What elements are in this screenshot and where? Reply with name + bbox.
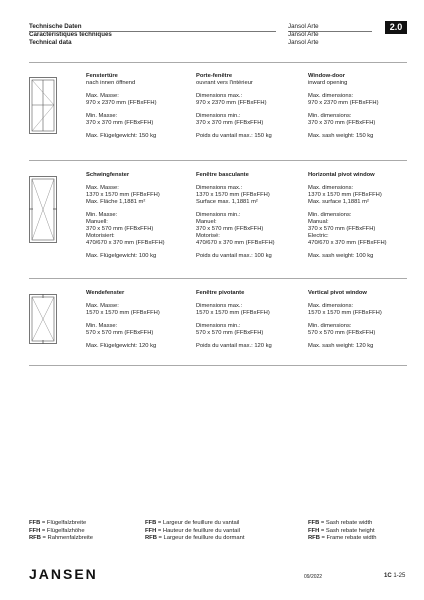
line: 470/670 x 370 mm (FFBxFFH) <box>196 240 275 246</box>
header-divider-left <box>29 31 276 32</box>
line: 570 x 570 mm (FFBxFFH) <box>86 330 154 336</box>
legend-abbr: FFH <box>308 527 320 534</box>
line: Fenstertüre <box>86 73 118 79</box>
legend-text: = Flügelfalzhöhe <box>41 527 85 534</box>
section2-en <box>308 172 408 260</box>
line: Max. Masse: <box>86 185 119 191</box>
footer-date: 09/2022 <box>304 574 323 580</box>
line: Max. Flügelgewicht: 120 kg <box>86 343 157 349</box>
line: 970 x 2370 mm (FFBxFFH) <box>196 100 267 106</box>
line: Max. Flügelgewicht: 100 kg <box>86 253 157 259</box>
line: Manuell: <box>86 219 108 225</box>
line: ouvrant vers l'intérieur <box>196 80 253 86</box>
line: Manual: <box>308 219 329 225</box>
legend-abbr: FFH <box>29 527 41 534</box>
line: Dimensions min.: <box>196 323 241 329</box>
line: Max. dimensions: <box>308 303 354 309</box>
legend-text: = Rahmenfalzbreite <box>42 535 93 542</box>
legend-text: = Sash rebate width <box>320 520 373 526</box>
line: Max. sash weight: 150 kg <box>308 133 374 139</box>
section-badge: 2.0 <box>385 21 407 34</box>
line: 370 x 370 mm (FFBxFFH) <box>86 120 154 126</box>
line: Dimensions max.: <box>196 93 243 99</box>
line: Vertical pivot window <box>308 290 367 296</box>
page-chapter: 1C <box>384 573 392 579</box>
line: Dimensions max.: <box>196 185 243 191</box>
legend-abbr: RFB <box>145 535 157 542</box>
legend-en <box>308 520 376 543</box>
line: Min. Masse: <box>86 212 118 218</box>
legend-text: = Frame rebate width <box>321 535 377 542</box>
line: 370 x 570 mm (FFBxFFH) <box>308 226 376 232</box>
section1-de <box>86 73 190 140</box>
section-rule <box>29 365 407 366</box>
horizontal-pivot-window-diagram <box>29 176 57 243</box>
jansen-logo: JANSEN <box>29 566 98 582</box>
legend-text: = Flügelfalzbreite <box>41 520 87 526</box>
line: 1570 x 1570 mm (FFBxFFH) <box>86 310 160 316</box>
line: Max. Masse: <box>86 93 119 99</box>
legend-abbr: RFB <box>29 535 41 542</box>
line: 970 x 2370 mm (FFBxFFH) <box>308 100 379 106</box>
line: Max. Masse: <box>86 303 119 309</box>
page-index: 1-25 <box>393 573 406 579</box>
line: Poids du vantail max.: 120 kg <box>196 343 272 349</box>
section1-en <box>308 73 408 140</box>
line: Poids du vantail max.: 150 kg <box>196 133 272 139</box>
header-product-de: Jansol Arte <box>288 23 319 30</box>
line: 370 x 570 mm (FFBxFFH) <box>86 226 154 232</box>
line: inward opening <box>308 80 348 86</box>
line: Fenêtre basculante <box>196 172 249 178</box>
line: 1370 x 1570 mm (FFBxFFH) <box>308 192 382 198</box>
page-number <box>384 573 405 579</box>
line: Wendefenster <box>86 290 125 296</box>
legend-text: = Largeur de feuillure du dormant <box>158 535 245 542</box>
legend-abbr: FFB <box>308 520 320 526</box>
line: Dimensions max.: <box>196 303 243 309</box>
section-rule <box>29 278 407 279</box>
line: Manuel: <box>196 219 217 225</box>
line: Poids du vantail max.: 100 kg <box>196 253 272 259</box>
line: 1370 x 1570 mm (FFBxFFH) <box>86 192 160 198</box>
line: Max. dimensions: <box>308 185 354 191</box>
vertical-pivot-window-diagram <box>29 294 57 344</box>
line: Max. sash weight: 100 kg <box>308 253 374 259</box>
legend-text: = Largeur de feuillure du vantail <box>157 520 240 526</box>
header-title-fr: Caractéristiques techniques <box>29 31 112 38</box>
line: Min. dimensions: <box>308 113 352 119</box>
line: 370 x 370 mm (FFBxFFH) <box>196 120 264 126</box>
line: 1570 x 1570 mm (FFBxFFH) <box>196 310 270 316</box>
section3-fr <box>196 290 304 350</box>
line: Horizontal pivot window <box>308 172 375 178</box>
section2-fr <box>196 172 304 260</box>
line: 370 x 370 mm (FFBxFFH) <box>308 120 376 126</box>
line: Electric: <box>308 233 329 239</box>
line: Min. dimensions: <box>308 323 352 329</box>
line: 570 x 570 mm (FFBxFFH) <box>196 330 264 336</box>
line: Fenêtre pivotante <box>196 290 245 296</box>
legend-text: = Sash rebate height <box>320 527 375 534</box>
line: Max. sash weight: 120 kg <box>308 343 374 349</box>
line: Porte-fenêtre <box>196 73 233 79</box>
section3-de <box>86 290 190 350</box>
header-left <box>29 23 112 47</box>
legend-de <box>29 520 93 543</box>
header-title-en: Technical data <box>29 39 72 46</box>
section3-en <box>308 290 408 350</box>
line: 1570 x 1570 mm (FFBxFFH) <box>308 310 382 316</box>
legend-abbr: RFB <box>308 535 320 542</box>
header-product-en: Jansol Arte <box>288 39 319 46</box>
line: Max. dimensions: <box>308 93 354 99</box>
line: Min. dimensions: <box>308 212 352 218</box>
line: nach innen öffnend <box>86 80 136 86</box>
line: 1370 x 1570 mm (FFBxFFH) <box>196 192 270 198</box>
legend-abbr: FFH <box>145 527 157 534</box>
line: 370 x 570 mm (FFBxFFH) <box>196 226 264 232</box>
line: Motorisé: <box>196 233 220 239</box>
header-product-fr: Jansol Arte <box>288 31 319 38</box>
line: 470/670 x 370 mm (FFBxFFH) <box>308 240 387 246</box>
line: Min. Masse: <box>86 113 118 119</box>
line: Max. Flügelgewicht: 150 kg <box>86 133 157 139</box>
line: Max. Fläche 1,1881 m² <box>86 199 146 205</box>
line: 570 x 570 mm (FFBxFFH) <box>308 330 376 336</box>
legend-fr <box>145 520 244 543</box>
legend-text: = Hauteur de feuillure du vantail <box>157 527 240 534</box>
section2-de <box>86 172 190 260</box>
section1-fr <box>196 73 304 140</box>
line: Dimensions min.: <box>196 113 241 119</box>
section-rule <box>29 160 407 161</box>
line: 970 x 2370 mm (FFBxFFH) <box>86 100 157 106</box>
line: Window-door <box>308 73 345 79</box>
line: Dimensions min.: <box>196 212 241 218</box>
header-right <box>288 23 319 47</box>
line: Motorisiert: <box>86 233 115 239</box>
legend-abbr: FFB <box>145 520 157 526</box>
header-title-de: Technische Daten <box>29 23 82 30</box>
section-rule <box>29 62 407 63</box>
line: Max. surface 1,1881 m² <box>308 199 369 205</box>
legend-abbr: FFB <box>29 520 41 526</box>
line: 470/670 x 370 mm (FFBxFFH) <box>86 240 165 246</box>
window-door-diagram <box>29 77 57 134</box>
line: Schwingfenster <box>86 172 130 178</box>
line: Surface max. 1,1881 m² <box>196 199 258 205</box>
line: Min. Masse: <box>86 323 118 329</box>
